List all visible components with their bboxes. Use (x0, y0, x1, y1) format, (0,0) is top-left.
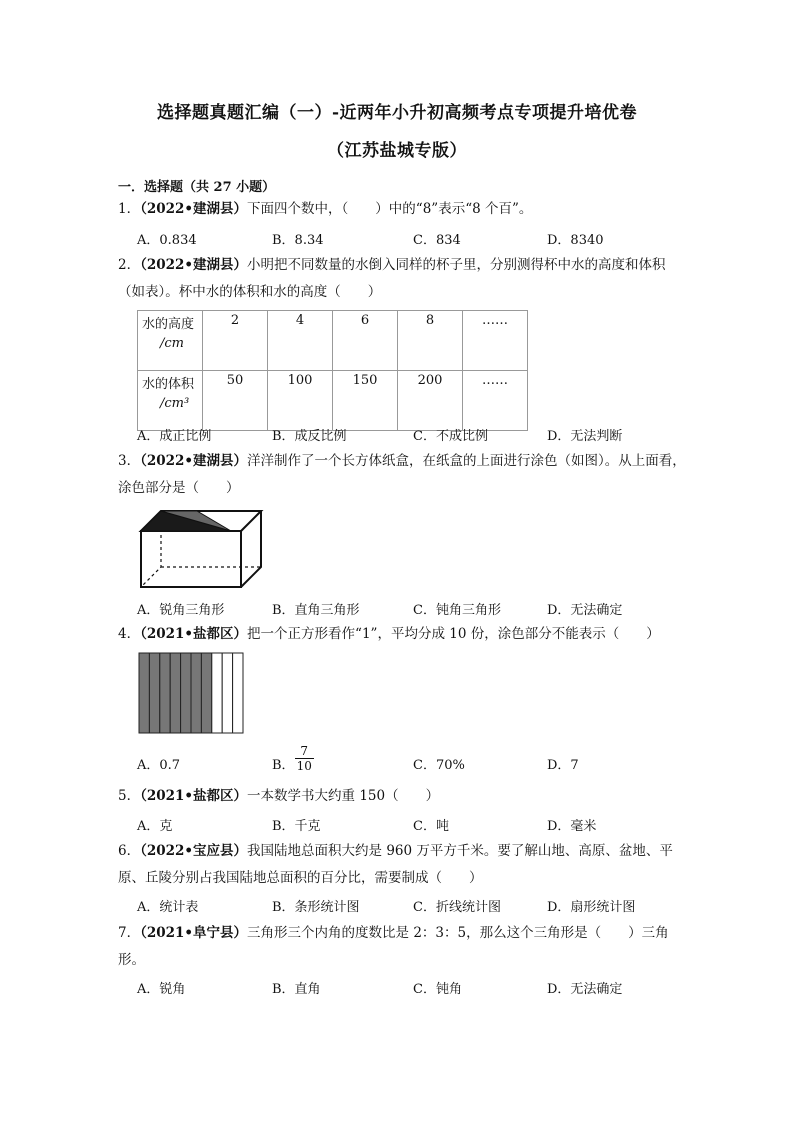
q7-text: 三角形三个内角的度数比是 2：3：5，那么这个三角形是（ ）三角形。 (118, 925, 669, 968)
q6-text: 我国陆地总面积大约是 960 万平方千米。要了解山地、高原、盆地、平原、丘陵分别占我国陆地总面积的百分比，需要制成（ ） (118, 843, 673, 886)
q5-option-c[interactable]: C．吨 (413, 819, 449, 834)
q3-option-a[interactable]: A．锐角三角形 (137, 603, 225, 618)
q2-option-d[interactable]: D．无法判断 (547, 429, 623, 444)
q3-number: 3． (118, 453, 141, 469)
question-1 (118, 196, 688, 223)
q5-number: 5． (118, 788, 141, 804)
q3-option-d[interactable]: D．无法确定 (547, 603, 623, 618)
q1-option-b[interactable]: B．8.34 (272, 233, 324, 248)
volume-unit: /cm³ (160, 396, 190, 411)
square-divided-figure (138, 652, 244, 734)
q2-option-a[interactable]: A．成正比例 (137, 429, 212, 444)
table-cell: 8 (398, 311, 463, 371)
q4-option-d[interactable]: D．7 (547, 758, 579, 773)
shaded-strip (201, 653, 211, 733)
q6-number: 6． (118, 843, 141, 859)
q4-number: 4． (118, 626, 141, 642)
shaded-strip (191, 653, 201, 733)
q3-source: （2022•建湖县） (140, 453, 248, 469)
q4-option-b[interactable]: B． $\frac{7}{10}$ (272, 744, 312, 773)
q6-option-b[interactable]: B．条形统计图 (272, 900, 360, 915)
table-row (138, 371, 528, 431)
q2-number: 2． (118, 257, 141, 273)
q2-source: （2022•建湖县） (140, 257, 248, 273)
q1-option-c[interactable]: C．834 (413, 233, 461, 248)
section-heading: 一．选择题（共 27 小题） (118, 180, 276, 195)
q2-text: 小明把不同数量的水倒入同样的杯子里，分别测得杯中水的高度和体积（如表）。杯中水的体积和水的高度（ ） (118, 257, 666, 300)
question-6 (118, 838, 688, 892)
fraction-seven-tenths: $\frac{7}{10}$ (296, 744, 312, 773)
q4-option-a[interactable]: A．0.7 (137, 758, 181, 773)
table-row (138, 311, 528, 371)
table-cell: 6 (333, 311, 398, 371)
unshaded-strip (233, 653, 243, 733)
q3-option-c[interactable]: C．钝角三角形 (413, 603, 501, 618)
question-2 (118, 252, 688, 306)
table-cell: …… (463, 371, 528, 431)
table-cell: 2 (203, 311, 268, 371)
question-5 (118, 783, 688, 810)
height-unit: /cm (160, 336, 184, 351)
table-cell: 100 (268, 371, 333, 431)
q2-data-table (137, 310, 528, 431)
q4-text: 把一个正方形看作“1”，平均分成 10 份，涂色部分不能表示（ ） (247, 626, 660, 642)
shaded-strip (139, 653, 149, 733)
q6-option-a[interactable]: A．统计表 (137, 900, 199, 915)
unshaded-strip (222, 653, 232, 733)
question-7 (118, 920, 688, 974)
question-4 (118, 621, 688, 648)
question-3 (118, 448, 688, 502)
shaded-strip (170, 653, 180, 733)
table-cell: 150 (333, 371, 398, 431)
q5-option-a[interactable]: A．克 (137, 819, 173, 834)
q1-option-a[interactable]: A．0.834 (137, 233, 197, 248)
q7-source: （2021•阜宁县） (140, 925, 248, 941)
q5-option-b[interactable]: B．千克 (272, 819, 321, 834)
table-cell: 200 (398, 371, 463, 431)
q6-option-c[interactable]: C．折线统计图 (413, 900, 501, 915)
q4-option-c[interactable]: C．70% (413, 758, 465, 773)
q5-source: （2021•盐都区） (140, 788, 248, 804)
q6-option-d[interactable]: D．扇形统计图 (547, 900, 636, 915)
q5-option-d[interactable]: D．毫米 (547, 819, 597, 834)
shaded-strip (181, 653, 191, 733)
q4-source: （2021•盐都区） (140, 626, 248, 642)
table-cell: …… (463, 311, 528, 371)
q7-option-a[interactable]: A．锐角 (137, 982, 186, 997)
q6-source: （2022•宝应县） (140, 843, 248, 859)
q1-source: （2022•建湖县） (140, 201, 248, 217)
doc-title-line2: （江苏盐城专版） (327, 141, 467, 161)
table-cell: 50 (203, 371, 268, 431)
box-figure (137, 505, 267, 591)
q3-text: 洋洋制作了一个长方体纸盒，在纸盒的上面进行涂色（如图）。从上面看，涂色部分是（ ） (118, 453, 686, 496)
q1-number: 1． (118, 201, 141, 217)
q2-option-c[interactable]: C．不成比例 (413, 429, 488, 444)
q7-option-d[interactable]: D．无法确定 (547, 982, 623, 997)
unshaded-strip (212, 653, 222, 733)
shaded-strip (160, 653, 170, 733)
q5-text: 一本数学书大约重 150（ ） (247, 788, 440, 804)
q1-text: 下面四个数中，（ ）中的“8”表示“8 个百”。 (247, 201, 533, 217)
shaded-strip (149, 653, 159, 733)
q7-number: 7． (118, 925, 141, 941)
table-header-volume: 水的体积 /cm³ (138, 371, 203, 431)
q7-option-b[interactable]: B．直角 (272, 982, 321, 997)
q2-option-b[interactable]: B．成反比例 (272, 429, 347, 444)
q3-option-b[interactable]: B．直角三角形 (272, 603, 360, 618)
table-cell: 4 (268, 311, 333, 371)
q1-option-d[interactable]: D．8340 (547, 233, 604, 248)
doc-title-line1: 选择题真题汇编（一）-近两年小升初高频考点专项提升培优卷 (156, 103, 638, 123)
table-header-height: 水的高度 /cm (138, 311, 203, 371)
q7-option-c[interactable]: C．钝角 (413, 982, 462, 997)
